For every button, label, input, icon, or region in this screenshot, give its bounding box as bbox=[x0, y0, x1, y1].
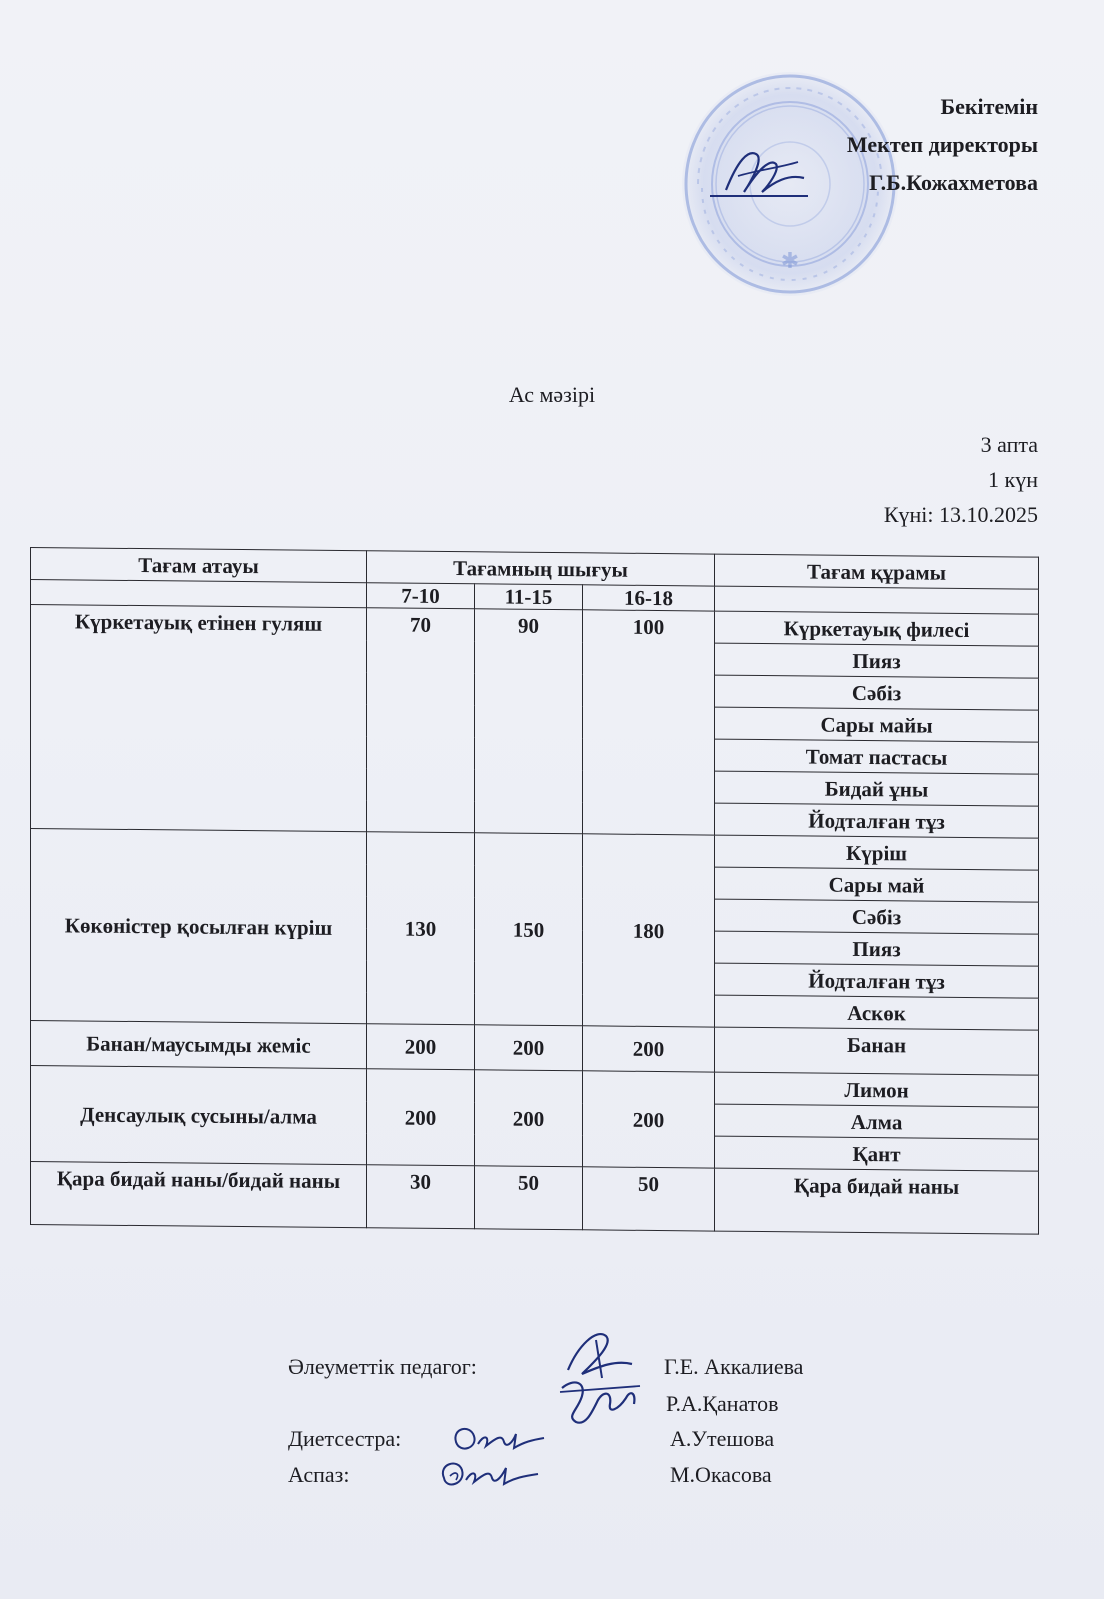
ingredient: Банан bbox=[715, 1027, 1039, 1075]
ingredient: Томат пастасы bbox=[715, 739, 1039, 774]
yield-7-10: 200 bbox=[367, 1024, 475, 1070]
yield-11-15: 200 bbox=[475, 1070, 583, 1167]
page-title: Ас мәзірі bbox=[508, 382, 596, 407]
social-pedagogue-signature bbox=[556, 1326, 646, 1430]
yield-16-18: 200 bbox=[583, 1026, 715, 1072]
yield-7-10: 30 bbox=[367, 1165, 475, 1229]
ingredient: Күркетауық филесі bbox=[715, 611, 1039, 646]
table-row bbox=[31, 1162, 1039, 1235]
subheader-empty bbox=[715, 586, 1039, 614]
date-label: Күні: 13.10.2025 bbox=[883, 502, 1038, 527]
ingredient: Лимон bbox=[715, 1072, 1039, 1107]
approval-line3: Г.Б.Кожахметова bbox=[869, 170, 1038, 195]
approval-line1: Бекітемін bbox=[940, 94, 1038, 119]
dish-name: Денсаулық сусыны/алма bbox=[31, 1066, 367, 1165]
dish-name: Банан/маусымды жеміс bbox=[31, 1021, 367, 1069]
yield-16-18: 180 bbox=[583, 834, 715, 1027]
ingredient: Сәбіз bbox=[715, 899, 1039, 934]
ingredient: Сары майы bbox=[715, 707, 1039, 742]
ingredient: Пияз bbox=[715, 643, 1039, 678]
yield-11-15: 50 bbox=[475, 1166, 583, 1230]
ingredient: Күріш bbox=[715, 835, 1039, 870]
yield-7-10: 130 bbox=[367, 832, 475, 1025]
yield-7-10: 200 bbox=[367, 1069, 475, 1166]
yield-11-15: 200 bbox=[475, 1025, 583, 1071]
ingredient: Алма bbox=[715, 1104, 1039, 1139]
dish-name: Күркетауық етінен гуляш bbox=[31, 605, 367, 832]
subheader-empty bbox=[31, 580, 367, 608]
ingredient: Сары май bbox=[715, 867, 1039, 902]
dish-name: Көкөністер қосылған күріш bbox=[31, 829, 367, 1024]
yield-11-15: 90 bbox=[475, 609, 583, 834]
dish-name: Қара бидай наны/бидай наны bbox=[31, 1162, 367, 1228]
yield-7-10: 70 bbox=[367, 608, 475, 833]
header-age-7-10: 7-10 bbox=[367, 583, 475, 609]
dietitian-name: А.Утешова bbox=[670, 1426, 775, 1451]
yield-16-18: 200 bbox=[583, 1071, 715, 1168]
svg-text:✱: ✱ bbox=[780, 249, 800, 274]
social-pedagogue-label: Әлеуметтік педагог: bbox=[288, 1354, 477, 1379]
cook-signature bbox=[434, 1452, 544, 1496]
ingredient: Қант bbox=[715, 1136, 1039, 1171]
ingredient: Қара бидай наны bbox=[715, 1168, 1039, 1234]
social-pedagogue-name: Г.Е. Аккалиева bbox=[664, 1354, 804, 1379]
approval-block bbox=[847, 88, 1038, 202]
ingredient: Сәбіз bbox=[715, 675, 1039, 710]
day-label: 1 күн bbox=[988, 467, 1038, 492]
ingredient: Йодталған тұз bbox=[715, 963, 1039, 998]
menu-table bbox=[30, 547, 1039, 1235]
dietitian-label: Диетсестра: bbox=[288, 1426, 402, 1451]
yield-11-15: 150 bbox=[475, 833, 583, 1026]
ingredient: Пияз bbox=[715, 931, 1039, 966]
header-composition: Тағам құрамы bbox=[715, 554, 1039, 589]
yield-16-18: 50 bbox=[583, 1167, 715, 1231]
social-pedagogue-name-2: Р.А.Қанатов bbox=[666, 1391, 779, 1416]
ingredient: Аскөк bbox=[715, 995, 1039, 1030]
header-yield: Тағамның шығуы bbox=[367, 551, 715, 586]
header-age-11-15: 11-15 bbox=[475, 584, 583, 610]
cook-name: М.Окасова bbox=[670, 1462, 772, 1487]
yield-16-18: 100 bbox=[583, 610, 715, 835]
cook-label: Аспаз: bbox=[288, 1462, 350, 1487]
approval-line2: Мектеп директоры bbox=[846, 132, 1038, 157]
director-signature bbox=[708, 140, 818, 210]
header-dish-name: Тағам атауы bbox=[31, 548, 367, 583]
header-age-16-18: 16-18 bbox=[583, 585, 715, 611]
ingredient: Йодталған тұз bbox=[715, 803, 1039, 838]
week-label: 3 апта bbox=[980, 432, 1038, 457]
ingredient: Бидай ұны bbox=[715, 771, 1039, 806]
